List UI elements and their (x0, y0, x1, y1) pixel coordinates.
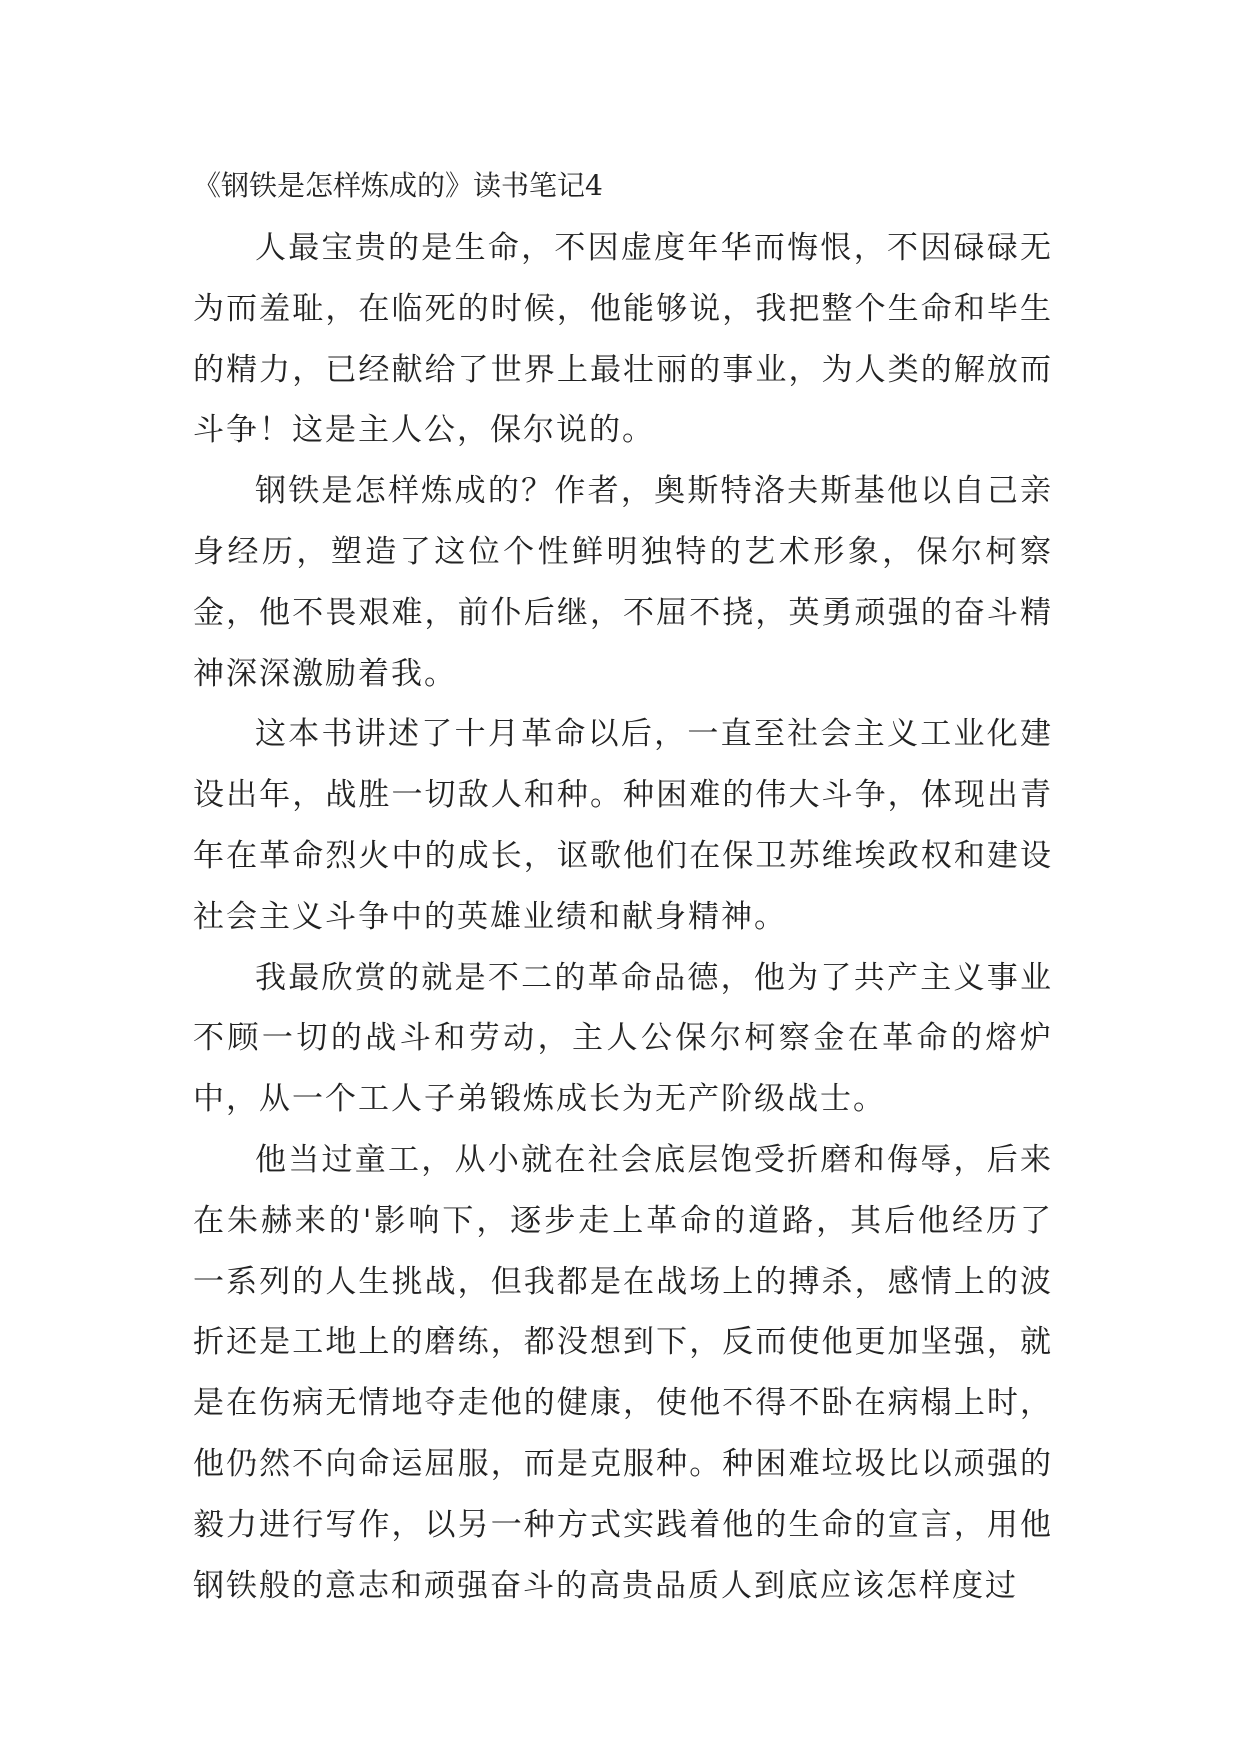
document-body (193, 218, 1053, 1616)
paragraph-1: 人最宝贵的是生命，不因虚度年华而悔恨，不因碌碌无为而羞耻，在临死的时候，他能够说，我把整个生命和毕生的精力，已经献给了世界上最壮丽的事业，为人类的解放而斗争！这是主人公，保尔说的。 (193, 230, 1053, 449)
paragraph-4: 我最欣赏的就是不二的革命品德，他为了共产主义事业不顾一切的战斗和劳动，主人公保尔柯察金在革命的熔炉中，从一个工人子弟锻炼成长为无产阶级战士。 (193, 959, 1053, 1118)
document-title: 《钢铁是怎样炼成的》读书笔记4 (193, 169, 603, 202)
paragraph-2: 钢铁是怎样炼成的？作者，奥斯特洛夫斯基他以自己亲身经历，塑造了这位个性鲜明独特的艺术形象，保尔柯察金，他不畏艰难，前仆后继，不屈不挠，英勇顽强的奋斗精神深深激励着我。 (193, 473, 1053, 692)
paragraph-5: 他当过童工，从小就在社会底层饱受折磨和侮辱，后来在朱赫来的'影响下，逐步走上革命的道路，其后他经历了一系列的人生挑战，但我都是在战场上的搏杀，感情上的波折还是工地上的磨练，都没想到下，反而使他更加坚强，就是在伤病无情地夺走他的健康，使他不得不卧在病榻上时，他仍然不向命运屈服，而是克服种。种困难垃圾比以顽强的毅力进行写作，以另一种方式实践着他的生命的宣言，用他钢铁般的意志和顽强奋斗的高贵品质人到底应该怎样度过 (193, 1141, 1053, 1604)
paragraph-3: 这本书讲述了十月革命以后，一直至社会主义工业化建设出年，战胜一切敌人和种。种困难的伟大斗争，体现出青年在革命烈火中的成长，讴歌他们在保卫苏维埃政权和建设社会主义斗争中的英雄业绩和献身精神。 (193, 716, 1053, 935)
